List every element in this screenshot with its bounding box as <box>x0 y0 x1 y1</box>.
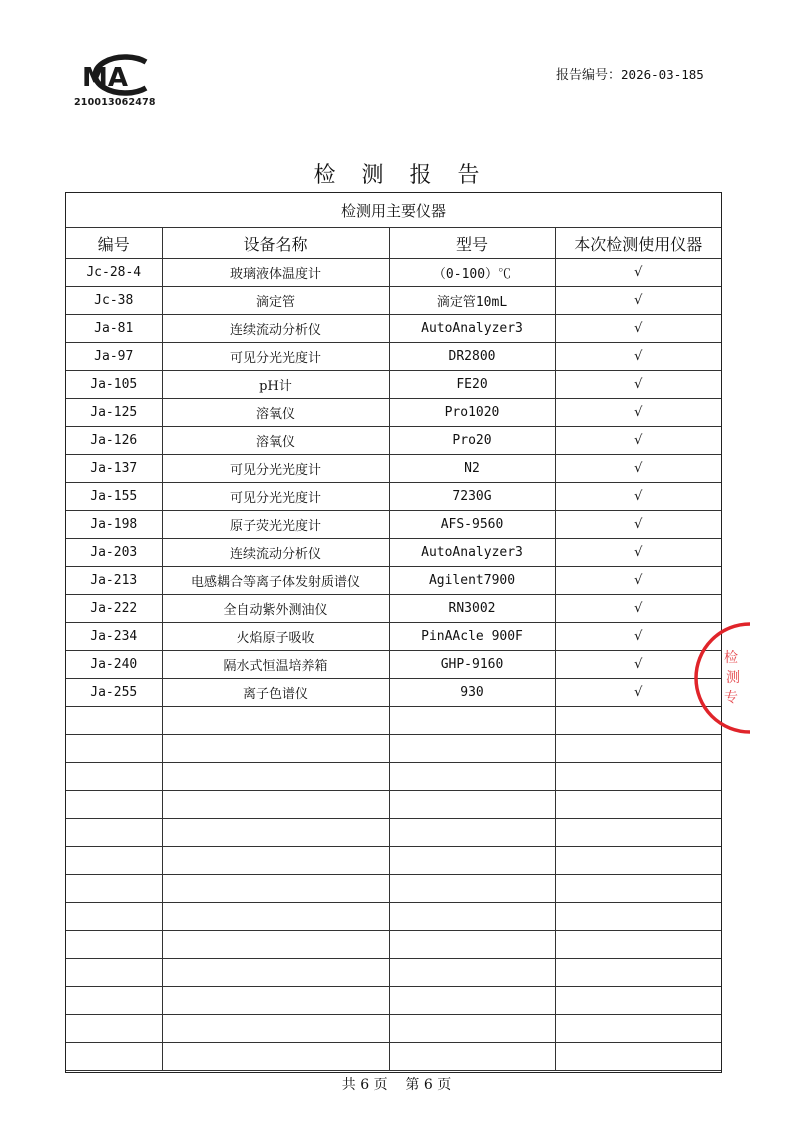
cell-id: Ja-97 <box>66 343 162 371</box>
empty-table-row <box>66 903 721 931</box>
cell-name: 隔水式恒温培养箱 <box>162 651 389 679</box>
empty-cell <box>555 1015 721 1043</box>
cell-id: Ja-198 <box>66 511 162 539</box>
cell-name: 全自动紫外测油仪 <box>162 595 389 623</box>
page-indicator <box>0 1074 793 1094</box>
empty-cell <box>555 735 721 763</box>
empty-cell <box>66 1043 162 1071</box>
cell-used: √ <box>555 595 721 623</box>
empty-cell <box>162 791 389 819</box>
empty-cell <box>555 763 721 791</box>
table-row <box>66 287 721 315</box>
column-header-model: 型号 <box>389 228 555 259</box>
empty-cell <box>555 875 721 903</box>
cell-id: Jc-38 <box>66 287 162 315</box>
svg-text:检: 检 <box>724 650 738 666</box>
empty-cell <box>389 903 555 931</box>
cell-model: AutoAnalyzer3 <box>389 539 555 567</box>
empty-cell <box>389 735 555 763</box>
empty-cell <box>389 959 555 987</box>
empty-cell <box>555 931 721 959</box>
empty-cell <box>66 875 162 903</box>
cell-model: AutoAnalyzer3 <box>389 315 555 343</box>
cell-id: Ja-155 <box>66 483 162 511</box>
empty-cell <box>162 875 389 903</box>
cell-id: Ja-213 <box>66 567 162 595</box>
cell-id: Jc-28-4 <box>66 259 162 287</box>
cell-model: GHP-9160 <box>389 651 555 679</box>
empty-cell <box>389 931 555 959</box>
cell-id: Ja-234 <box>66 623 162 651</box>
empty-cell <box>162 763 389 791</box>
svg-text:MA: MA <box>82 63 128 93</box>
table-row <box>66 427 721 455</box>
empty-table-row <box>66 819 721 847</box>
empty-cell <box>66 791 162 819</box>
empty-cell <box>389 707 555 735</box>
empty-table-row <box>66 791 721 819</box>
total-pages: 6 <box>360 1077 370 1093</box>
empty-cell <box>66 735 162 763</box>
cell-name: 电感耦合等离子体发射质谱仪 <box>162 567 389 595</box>
empty-cell <box>66 819 162 847</box>
cell-name: 可见分光光度计 <box>162 483 389 511</box>
cell-name: 连续流动分析仪 <box>162 315 389 343</box>
empty-cell <box>66 707 162 735</box>
empty-cell <box>162 903 389 931</box>
table-row <box>66 623 721 651</box>
table-row <box>66 315 721 343</box>
cell-name: 火焰原子吸收 <box>162 623 389 651</box>
empty-table-row <box>66 1015 721 1043</box>
empty-cell <box>162 847 389 875</box>
empty-cell <box>66 1015 162 1043</box>
empty-cell <box>389 1043 555 1071</box>
empty-cell <box>555 847 721 875</box>
cell-model: FE20 <box>389 371 555 399</box>
table-row <box>66 343 721 371</box>
cell-model: Pro1020 <box>389 399 555 427</box>
empty-cell <box>66 959 162 987</box>
total-pages-prefix: 共 <box>341 1077 356 1093</box>
cell-id: Ja-222 <box>66 595 162 623</box>
cell-name: 可见分光光度计 <box>162 455 389 483</box>
table-row <box>66 483 721 511</box>
empty-cell <box>555 1043 721 1071</box>
cell-id: Ja-105 <box>66 371 162 399</box>
empty-table-row <box>66 931 721 959</box>
cell-id: Ja-255 <box>66 679 162 707</box>
empty-table-row <box>66 707 721 735</box>
cell-name: 可见分光光度计 <box>162 343 389 371</box>
empty-cell <box>555 819 721 847</box>
cell-model: DR2800 <box>389 343 555 371</box>
cell-used: √ <box>555 651 721 679</box>
empty-cell <box>66 903 162 931</box>
empty-table-row <box>66 1043 721 1071</box>
cell-model: Pro20 <box>389 427 555 455</box>
cell-name: 连续流动分析仪 <box>162 539 389 567</box>
cell-model: AFS-9560 <box>389 511 555 539</box>
cell-used: √ <box>555 315 721 343</box>
cell-used: √ <box>555 539 721 567</box>
cell-name: 溶氧仪 <box>162 399 389 427</box>
current-page: 6 <box>423 1077 433 1093</box>
cell-model: （0-100）℃ <box>389 259 555 287</box>
empty-cell <box>66 987 162 1015</box>
cell-used: √ <box>555 455 721 483</box>
empty-cell <box>66 763 162 791</box>
seal-icon <box>690 618 750 738</box>
empty-cell <box>555 791 721 819</box>
table-row <box>66 539 721 567</box>
empty-cell <box>66 847 162 875</box>
table-row <box>66 371 721 399</box>
empty-cell <box>555 903 721 931</box>
table-row <box>66 679 721 707</box>
cma-logo-icon <box>74 54 156 96</box>
cell-used: √ <box>555 343 721 371</box>
instrument-table <box>65 192 722 1073</box>
table-row <box>66 259 721 287</box>
cell-id: Ja-137 <box>66 455 162 483</box>
cell-model: Agilent7900 <box>389 567 555 595</box>
cell-model: 滴定管10mL <box>389 287 555 315</box>
cell-model: N2 <box>389 455 555 483</box>
current-page-suffix: 页 <box>437 1077 452 1093</box>
cell-name: 离子色谱仪 <box>162 679 389 707</box>
column-header-name: 设备名称 <box>162 228 389 259</box>
cell-used: √ <box>555 623 721 651</box>
cell-id: Ja-125 <box>66 399 162 427</box>
report-number-label: 报告编号： <box>556 68 622 83</box>
svg-text:测: 测 <box>726 670 740 686</box>
empty-cell <box>389 847 555 875</box>
table-row <box>66 567 721 595</box>
table-row <box>66 455 721 483</box>
empty-cell <box>389 1015 555 1043</box>
empty-cell <box>162 707 389 735</box>
cell-name: 原子荧光光度计 <box>162 511 389 539</box>
cell-used: √ <box>555 399 721 427</box>
cell-name: 滴定管 <box>162 287 389 315</box>
empty-table-row <box>66 735 721 763</box>
empty-table-row <box>66 987 721 1015</box>
cell-name: 溶氧仪 <box>162 427 389 455</box>
cell-id: Ja-240 <box>66 651 162 679</box>
table-row <box>66 595 721 623</box>
cell-used: √ <box>555 679 721 707</box>
cell-model: RN3002 <box>389 595 555 623</box>
empty-cell <box>389 875 555 903</box>
cell-model: 7230G <box>389 483 555 511</box>
cell-used: √ <box>555 259 721 287</box>
column-header-id: 编号 <box>66 228 162 259</box>
empty-cell <box>66 931 162 959</box>
empty-cell <box>162 1015 389 1043</box>
empty-cell <box>162 931 389 959</box>
table-row <box>66 511 721 539</box>
table-row <box>66 651 721 679</box>
cell-used: √ <box>555 427 721 455</box>
empty-cell <box>162 735 389 763</box>
cell-used: √ <box>555 567 721 595</box>
table-caption: 检测用主要仪器 <box>66 193 721 228</box>
table-row <box>66 399 721 427</box>
logo-certificate-number: 210013062478 <box>74 97 156 108</box>
cell-used: √ <box>555 287 721 315</box>
empty-cell <box>162 959 389 987</box>
report-number-value: 2026-03-185 <box>621 67 704 82</box>
official-seal <box>690 618 750 738</box>
empty-table-row <box>66 763 721 791</box>
empty-cell <box>389 791 555 819</box>
empty-cell <box>389 763 555 791</box>
total-pages-suffix: 页 <box>373 1077 388 1093</box>
empty-cell <box>162 987 389 1015</box>
cell-used: √ <box>555 511 721 539</box>
empty-table-row <box>66 847 721 875</box>
cell-model: 930 <box>389 679 555 707</box>
empty-cell <box>555 987 721 1015</box>
empty-cell <box>162 819 389 847</box>
current-page-prefix: 第 <box>405 1077 420 1093</box>
empty-table-row <box>66 875 721 903</box>
svg-text:专: 专 <box>724 690 738 706</box>
cell-name: 玻璃液体温度计 <box>162 259 389 287</box>
column-header-used: 本次检测使用仪器 <box>555 228 721 259</box>
empty-cell <box>389 819 555 847</box>
report-number <box>556 64 704 83</box>
cell-used: √ <box>555 371 721 399</box>
empty-cell <box>555 959 721 987</box>
cell-id: Ja-126 <box>66 427 162 455</box>
empty-table-row <box>66 959 721 987</box>
cell-model: PinAAcle 900F <box>389 623 555 651</box>
cell-name: pH计 <box>162 371 389 399</box>
cell-id: Ja-81 <box>66 315 162 343</box>
cell-used: √ <box>555 483 721 511</box>
empty-cell <box>389 987 555 1015</box>
empty-cell <box>162 1043 389 1071</box>
cell-id: Ja-203 <box>66 539 162 567</box>
document-title: 检测报告 <box>313 163 506 188</box>
